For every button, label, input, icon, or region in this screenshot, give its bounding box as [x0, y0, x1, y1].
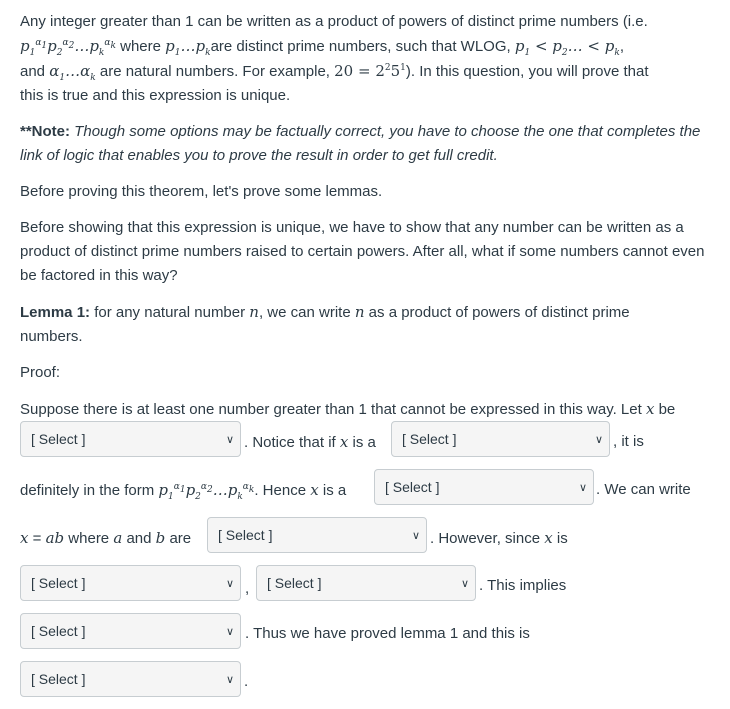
chevron-down-icon: ∨	[594, 434, 603, 446]
select-8[interactable]: [ Select ] ∨	[20, 661, 241, 697]
lemma-1: Lemma 1: for any natural number n, we can write n as a product of powers of distinct prime numbers.	[20, 303, 630, 345]
proof-label: Proof:	[20, 364, 61, 381]
chevron-down-icon: ∨	[578, 482, 587, 494]
select-1[interactable]: [ Select ] ∨	[20, 421, 241, 457]
select-3[interactable]: [ Select ] ∨	[374, 469, 594, 505]
chevron-down-icon: ∨	[225, 626, 234, 638]
select-4[interactable]: [ Select ] ∨	[207, 517, 427, 553]
intro-paragraph: Any integer greater than 1 can be written as a product of powers of distinct prime numbers (i.e. $p_1^{\alpha_1}p_2^{\alpha_2}\dots p_k^{\alpha_k}$ where $p_1\dots p_kare$ distinct prime numbers, such that WLOG, $p_1$ < $p_2\dots < p_k$, and $\alpha_1\dots\alpha_k$ are natural numbers. For example, $20 = 2^25^1$). In this question, you will prove that this is true and this expression is unique.	[20, 13, 649, 104]
math-example: $20 = 2^25^1$	[334, 62, 406, 80]
suppose-line: Suppose there is at least one number greater than 1 that cannot be expressed in this way. Let x be	[20, 400, 676, 418]
select-2[interactable]: [ Select ] ∨	[391, 421, 610, 457]
select-7[interactable]: [ Select ] ∨	[20, 613, 241, 649]
chevron-down-icon: ∨	[225, 434, 234, 446]
before-lemmas: Before proving this theorem, let's prove some lemmas.	[20, 183, 383, 200]
chevron-down-icon: ∨	[460, 578, 469, 590]
chevron-down-icon: ∨	[225, 674, 234, 686]
math-prime-product: $p_1^{\alpha_1}p_2^{\alpha_2}\dots p_k^{\alpha_k}$	[20, 37, 116, 58]
chevron-down-icon: ∨	[411, 530, 420, 542]
before-unique: Before showing that this expression is unique, we have to show that any number can be written as a product of distinct prime numbers raised to certain powers. After all, what if some numbers cannot even be factored in this way?	[20, 219, 705, 284]
note-paragraph: **Note: Though some options may be factually correct, you have to choose the one that completes the link of logic that enables you to prove the result in order to get full credit.	[20, 123, 701, 164]
select-5[interactable]: [ Select ] ∨	[20, 565, 241, 601]
chevron-down-icon: ∨	[225, 578, 234, 590]
select-6[interactable]: [ Select ] ∨	[256, 565, 476, 601]
